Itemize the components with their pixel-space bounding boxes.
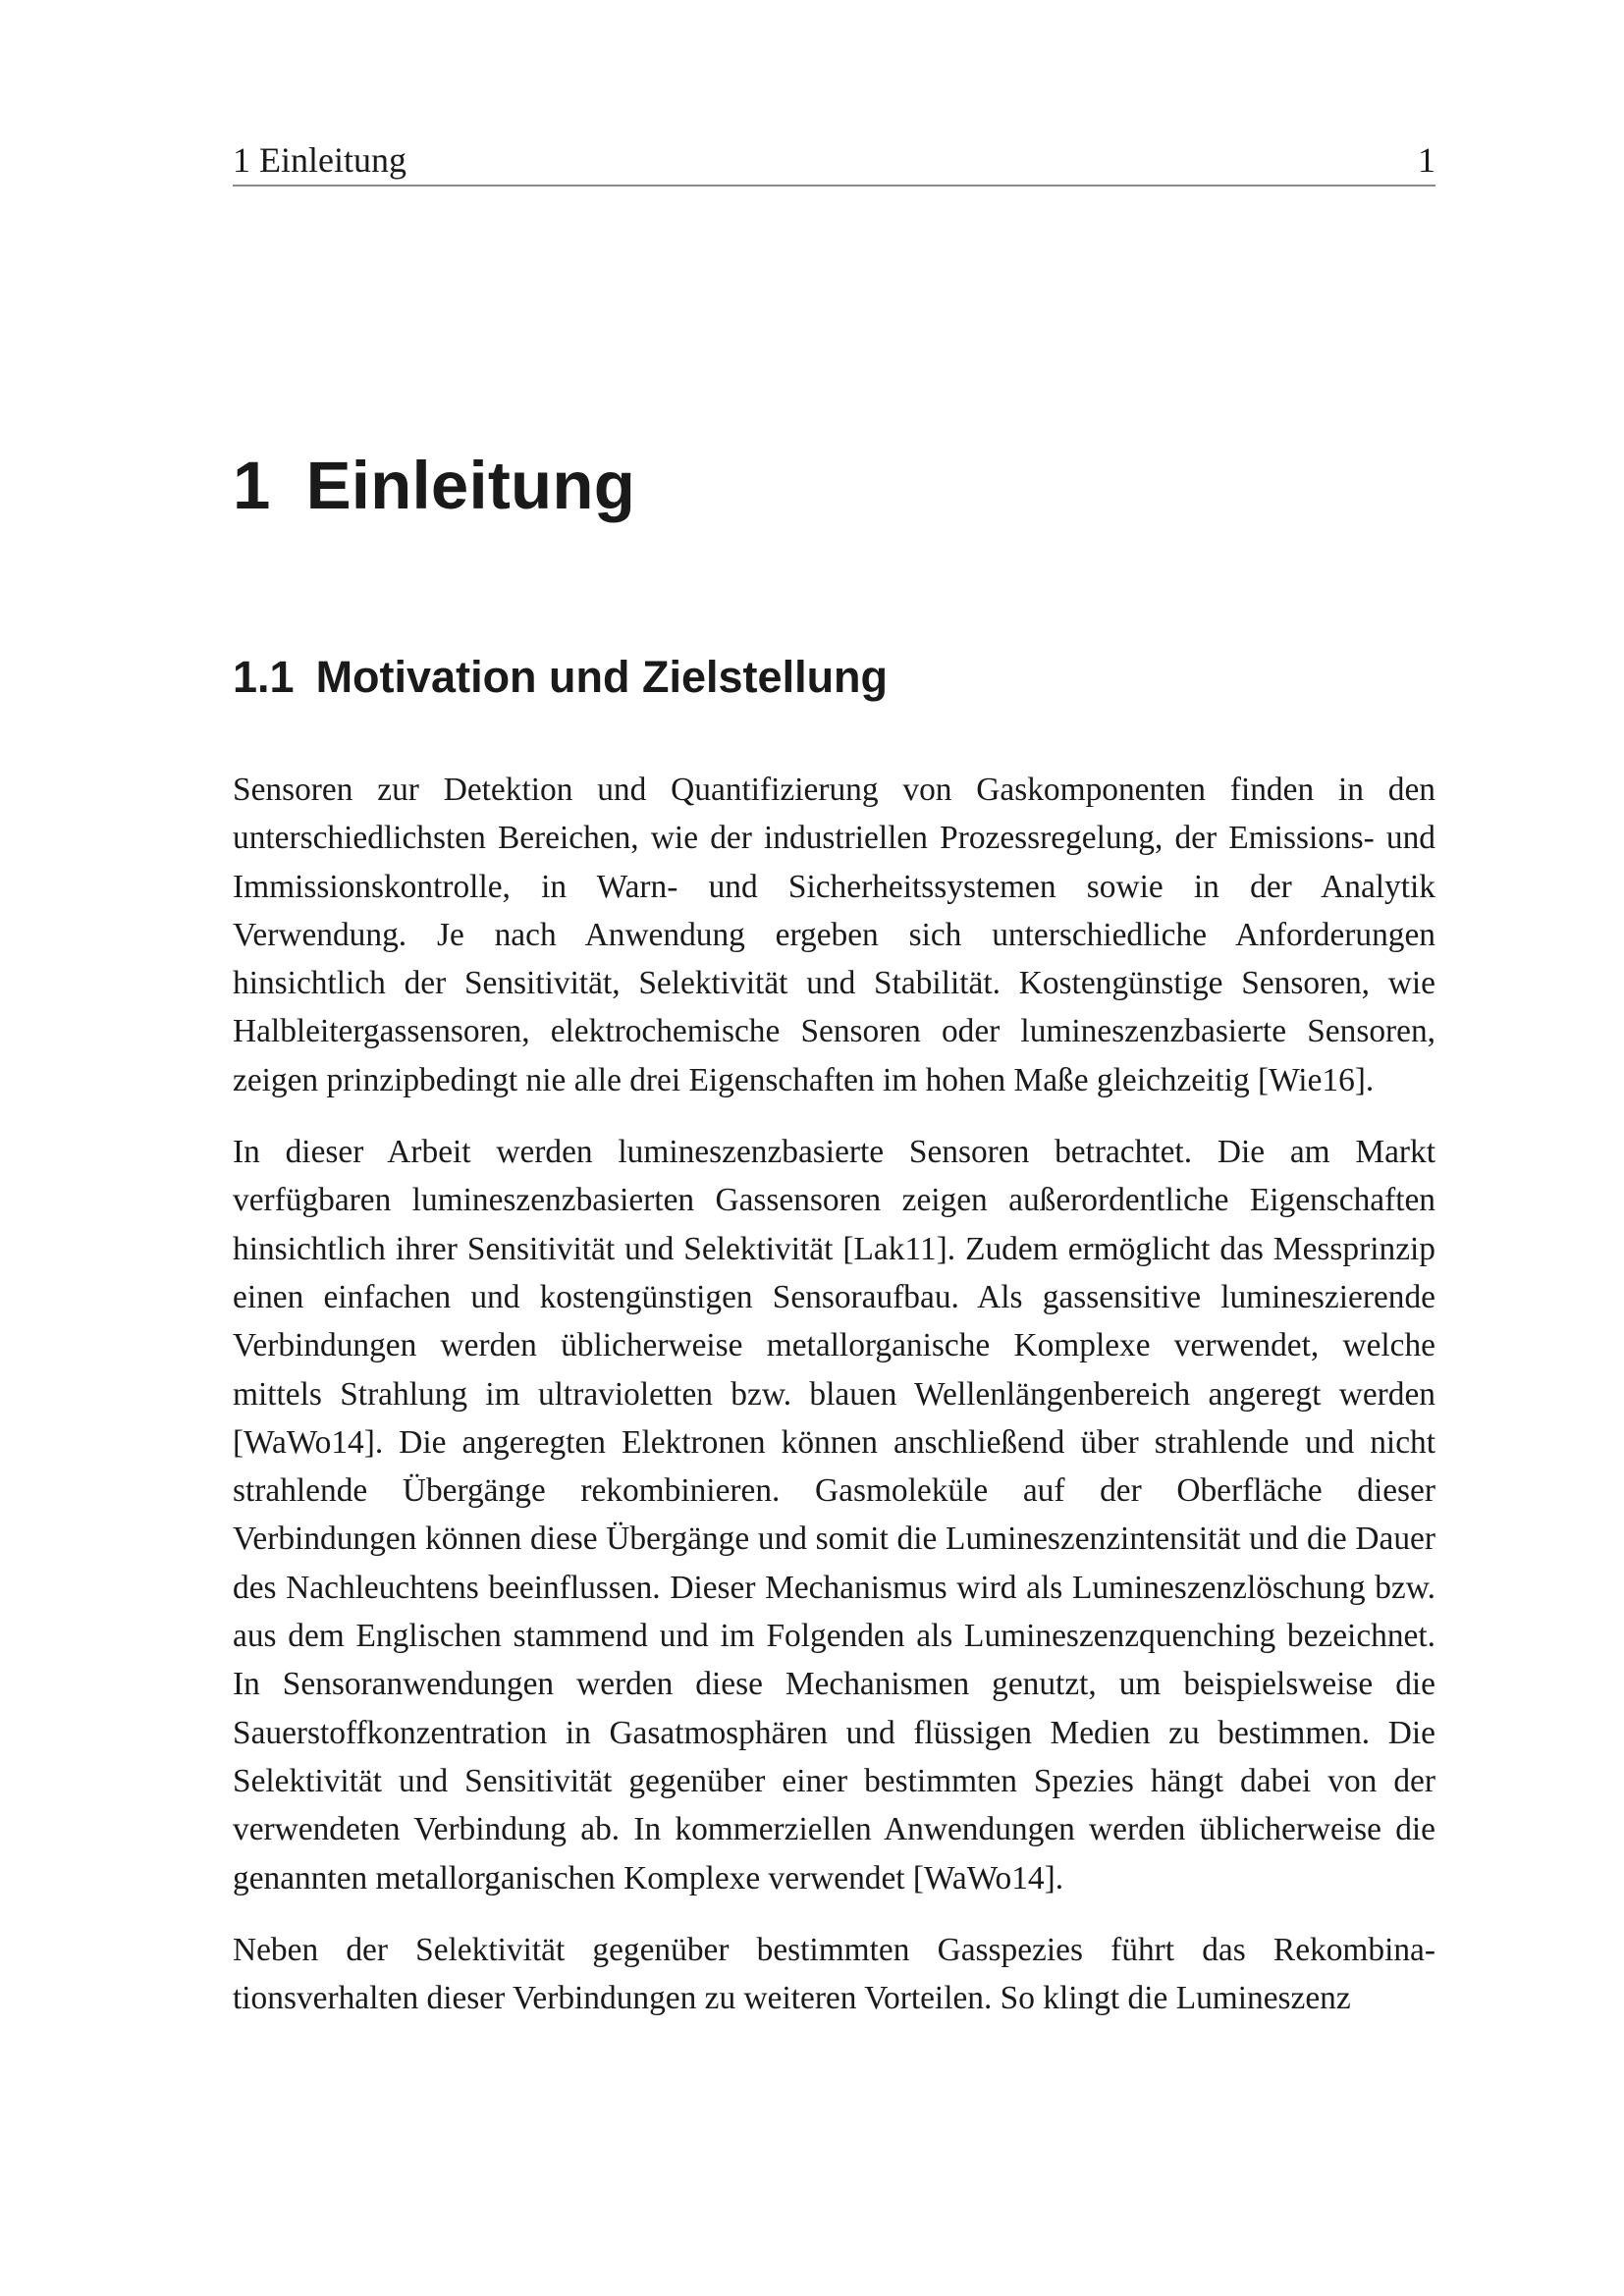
paragraph: Neben der Selektivität gegenüber bestimmten Gasspezies führt das Rekombinationsverhalten dieser Verbindungen zu weiteren Vorteilen. So klingt die Lumineszenz xyxy=(233,1931,1435,2017)
running-header xyxy=(233,135,1435,187)
body-text xyxy=(233,766,1435,2046)
running-header-chapter: 1 Einleitung xyxy=(233,140,406,180)
chapter-title-text: Einleitung xyxy=(305,448,636,523)
chapter-title xyxy=(233,442,635,530)
chapter-number: 1 xyxy=(233,448,271,523)
section-number: 1.1 xyxy=(233,652,295,702)
paragraph: Sensoren zur Detektion und Quantifizierung von Gaskomponenten finden in den unterschiedlichsten Bereichen, wie der industriellen Prozessregelung, der Emissions- und Immissionskontrolle, in Warn- und Sicherheitssystemen sowie in der Analytik Verwendung. Je nach Anwendung ergeben sich unterschiedliche Anforderungen hinsichtlich der Sensitivität, Selektivität und Stabilität. Kostengünstige Sensoren, wie Halbleitergassensoren, elektrochemische Sensoren oder lumineszenzbasierte Sensoren, zeigen prinzipbedingt nie alle drei Eigenschaften im hohen Maße gleichzeitig [Wie16]. xyxy=(233,772,1435,1098)
page-number: 1 xyxy=(1418,140,1435,180)
paragraph: In dieser Arbeit werden lumineszenzbasierte Sensoren betrachtet. Die am Markt verfügbaren lumineszenzbasierten Gassensoren zeigen außerordentliche Eigenschaften hinsichtlich ihrer Sensitivität und Selektivität [Lak11]. Zudem ermöglicht das Messprinzip einen einfachen und kostengünstigen Sensoraufbau. Als gassensitive lumineszierende Verbindungen werden üblicherweise metallorganische Komplexe verwendet, welche mittels Strahlung im ultravioletten bzw. blauen Wellenlängenbereich angeregt werden [WaWo14]. Die angeregten Elektronen können anschließend über strahlende und nicht strahlende Übergänge rekombinieren. Gasmoleküle auf der Oberfläche dieser Verbindungen können diese Übergänge und somit die Lumineszenzintensität und die Dauer des Nachleuchtens beeinflussen. Dieser Mechanismus wird als Lumineszenzlöschung bzw. aus dem Englischen stammend und im Folgenden als Lumineszenzquenching bezeichnet. In Sensoranwendungen werden diese Mechanismen genutzt, um beispielsweise die Sauerstoffkonzentration in Gasatmosphären und flüssigen Medien zu bestimmen. Die Selektivität und Sensitivität gegenüber einer bestimmten Spezies hängt dabei von der verwendeten Verbindung ab. In kommerziellen Anwendungen werden üblicherweise die genannten metallorganischen Komplexe verwendet [WaWo14]. xyxy=(233,1134,1435,1896)
section-title-text: Motivation und Zielstellung xyxy=(315,652,889,702)
section-title xyxy=(233,648,888,707)
